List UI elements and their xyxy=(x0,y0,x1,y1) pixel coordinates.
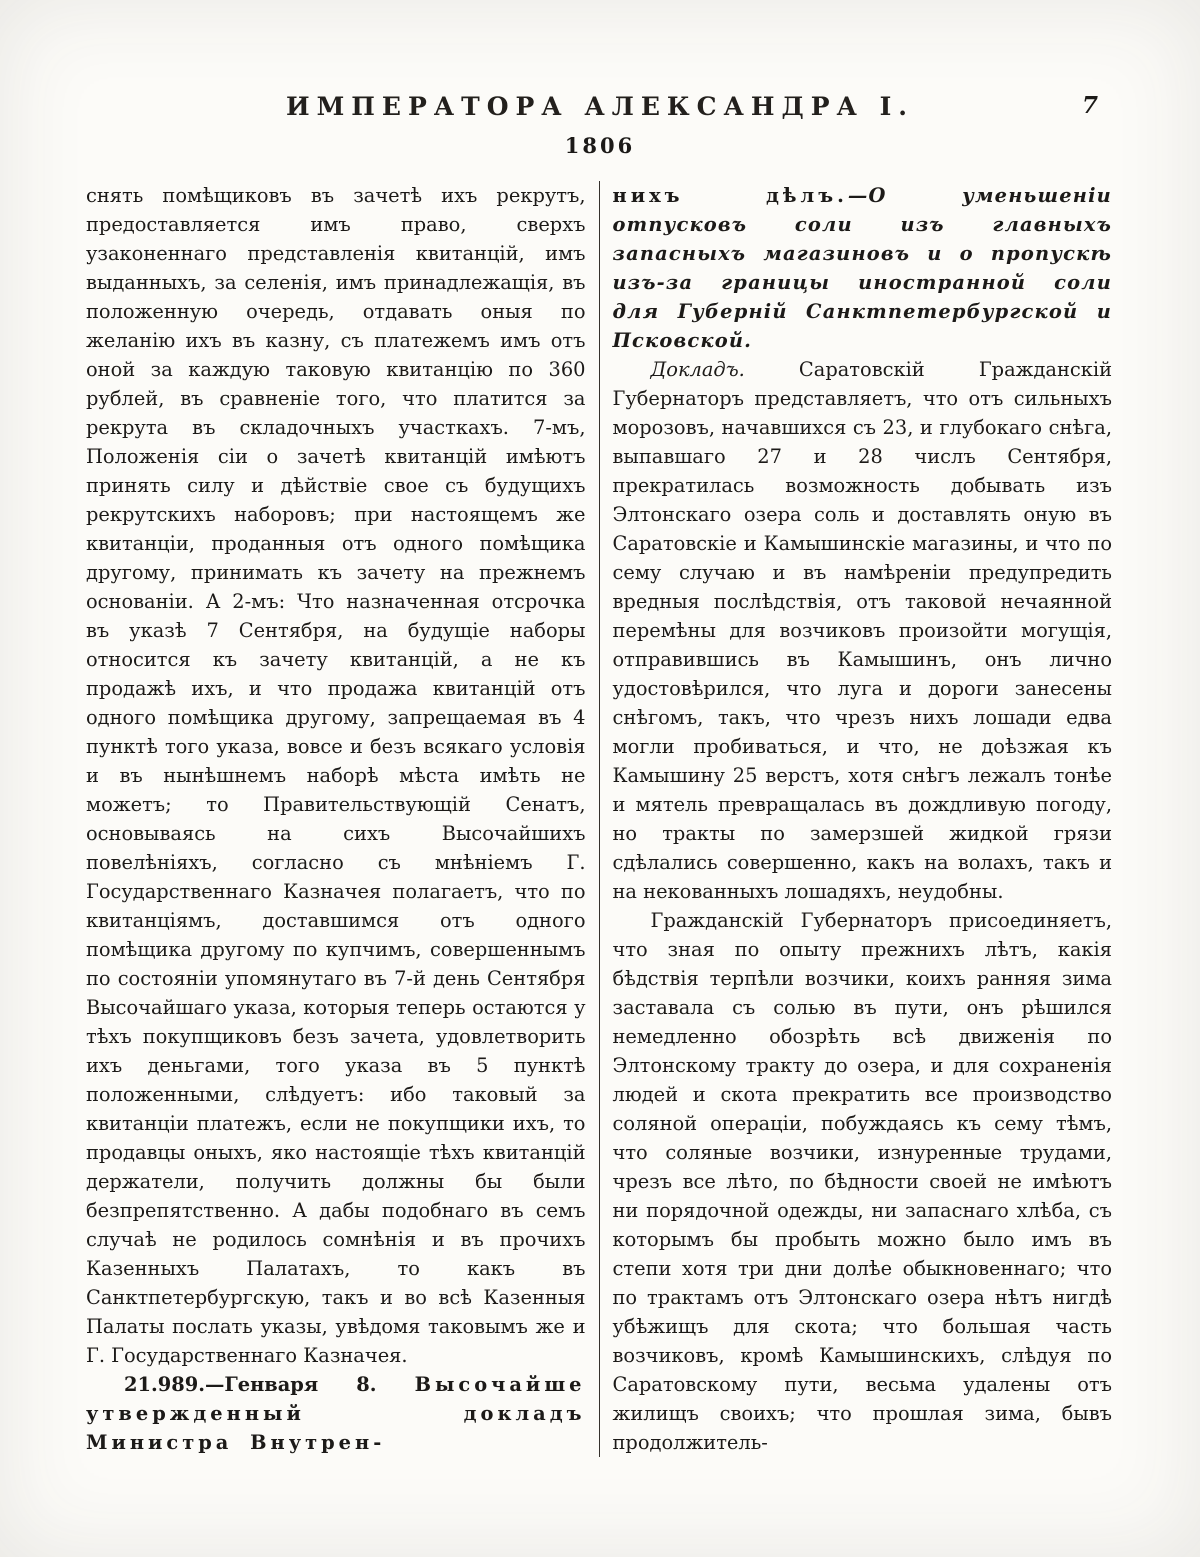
law-entry-number: 21.989.—Генваря 8. xyxy=(124,1373,415,1396)
page-title: ИМПЕРАТОРА АЛЕКСАНДРА I. xyxy=(286,92,914,121)
doklad-body: Саратовскій Гражданскій Губернаторъ представляетъ, что отъ сильныхъ морозовъ, начавшихся съ 23, и глубокаго снѣга, выпавшаго 27 и 28 числъ Сентября, прекратилась возможность добывать изъ Элтонскаго озера соль и доставлять оную въ Саратовскіе и Камышинскіе магазины, и что по сему случаю и въ намѣреніи предупредить вредныя послѣдствія, отъ таковой нечаянной перемѣны для возчиковъ произойти могущія, отправившись въ Камышинъ, онъ лично удостовѣрился, что луга и дороги занесены снѣгомъ, такъ, что чрезъ нихъ лошади едва могли пробиваться, и что, не доѣзжая къ Камышину 25 верстъ, хотя снѣгъ лежалъ тонѣе и мятель превращалась въ дождливую погоду, но тракты по замерзшей жидкой грязи сдѣлались совершенно, какъ на волахъ, такъ и на некованныхъ лошадяхъ, неудобны. xyxy=(612,358,1113,903)
right-column xyxy=(613,181,1113,1457)
year-label: 1806 xyxy=(564,133,636,158)
law-entry xyxy=(86,1370,586,1457)
left-column xyxy=(86,181,586,1457)
column-divider xyxy=(599,181,600,1457)
doklad-paragraph xyxy=(613,355,1113,906)
left-paragraph-continuation: снять помѣщиковъ въ зачетѣ ихъ рекрутъ, предоставляется имъ право, сверхъ узаконеннаго представленія квитанцій, имъ выданныхъ, за селенія, имъ принадлежащія, въ положенную очередь, отдавать оныя по желанію ихъ въ казну, съ платежемъ имъ отъ оной за каждую таковую квитанцію по 360 рублей, въ сравненіе того, что платится за рекрута въ складочныхъ участкахъ. 7-мъ, Положенія сіи о зачетѣ квитанцій имѣютъ принять силу и дѣйствіе свое съ будущихъ рекрутскихъ наборовъ; при настоящемъ же квитанціи, проданныя отъ одного помѣщика другому, принимать къ зачету на прежнемъ основаніи. А 2-мъ: Что назначенная отсрочка въ указѣ 7 Сентября, на будущіе наборы относится къ зачету квитанцій, а не къ продажѣ ихъ, и что продажа квитанцій отъ одного помѣщика другому, запрещаемая въ 4 пунктѣ того указа, вовсе и безъ всякаго условія и въ нынѣшнемъ наборѣ мѣста имѣть не можетъ; то Правительствующій Сенатъ, основываясь на сихъ Высочайшихъ повелѣніяхъ, согласно съ мнѣніемъ Г. Государственнаго Казначея полагаетъ, что по квитанціямъ, доставшимся отъ одного помѣщика другому по купчимъ, совершеннымъ по состояніи упомянутаго въ 7-й день Сентября Высочайшаго указа, которыя теперь остаются у тѣхъ покупщиковъ безъ зачета, удовлетворить ихъ деньгами, того указа въ 5 пунктѣ положенными, слѣдуетъ: ибо таковый за квитанціи платежъ, если не покупщики ихъ, то продавцы оныхъ, яко настоящіе тѣхъ квитанцій держатели, получить должны бы были безпрепятственно. А дабы подобнаго въ семъ случаѣ не родилось сомнѣнія и въ прочихъ Казенныхъ Палатахъ, то какъ въ Санктпетербургскую, такъ и во всѣ Казенныя Палаты послать указы, увѣдомя таковымъ же и Г. Государственнаго Казначея. xyxy=(86,184,586,1367)
law-title-text: —О уменьшеніи отпусковъ соли изъ главныхъ запасныхъ магазиновъ и о пропускѣ изъ-за границы иностранной соли для Губерній Санктпетербургской и Псковской. xyxy=(612,184,1112,352)
text-columns xyxy=(0,181,1200,1457)
law-title-continuation: нихъ дѣлъ. xyxy=(612,184,848,207)
law-title-paragraph xyxy=(613,181,1113,355)
law-entry-title: Высочайше утвержденный докладъ Министра Внутрен- xyxy=(86,1373,586,1454)
doklad-lead: Докладъ. xyxy=(650,358,799,381)
page-number: 7 xyxy=(1081,92,1098,119)
right-paragraph: Гражданскій Губернаторъ присоединяетъ, что зная по опыту прежнихъ лѣтъ, какія бѣдствія терпѣли возчики, коихъ ранняя зима заставала съ солью въ пути, онъ рѣшился немедленно обозрѣть всѣ движенія по Элтонскому тракту до озера, и для сохраненія людей и скота прекратить все производство соляной операціи, побуждаясь къ сему тѣмъ, что соляные возчики, изнуренные трудами, чрезъ все лѣто, по бѣдности своей не имѣютъ ни порядочной одежды, ни запаснаго хлѣба, съ которымъ бы пробыть можно было имъ въ степи хотя три дни долѣе обыкновеннаго; что по трактамъ отъ Элтонскаго озера нѣтъ нигдѣ убѣжищъ для скота; что большая часть возчиковъ, кромѣ Камышинскихъ, слѣдуя по Саратовскому пути, весьма удалены отъ жилищъ своихъ; что прошлая зима, бывъ продолжитель- xyxy=(612,909,1112,1454)
running-head xyxy=(0,92,1200,121)
